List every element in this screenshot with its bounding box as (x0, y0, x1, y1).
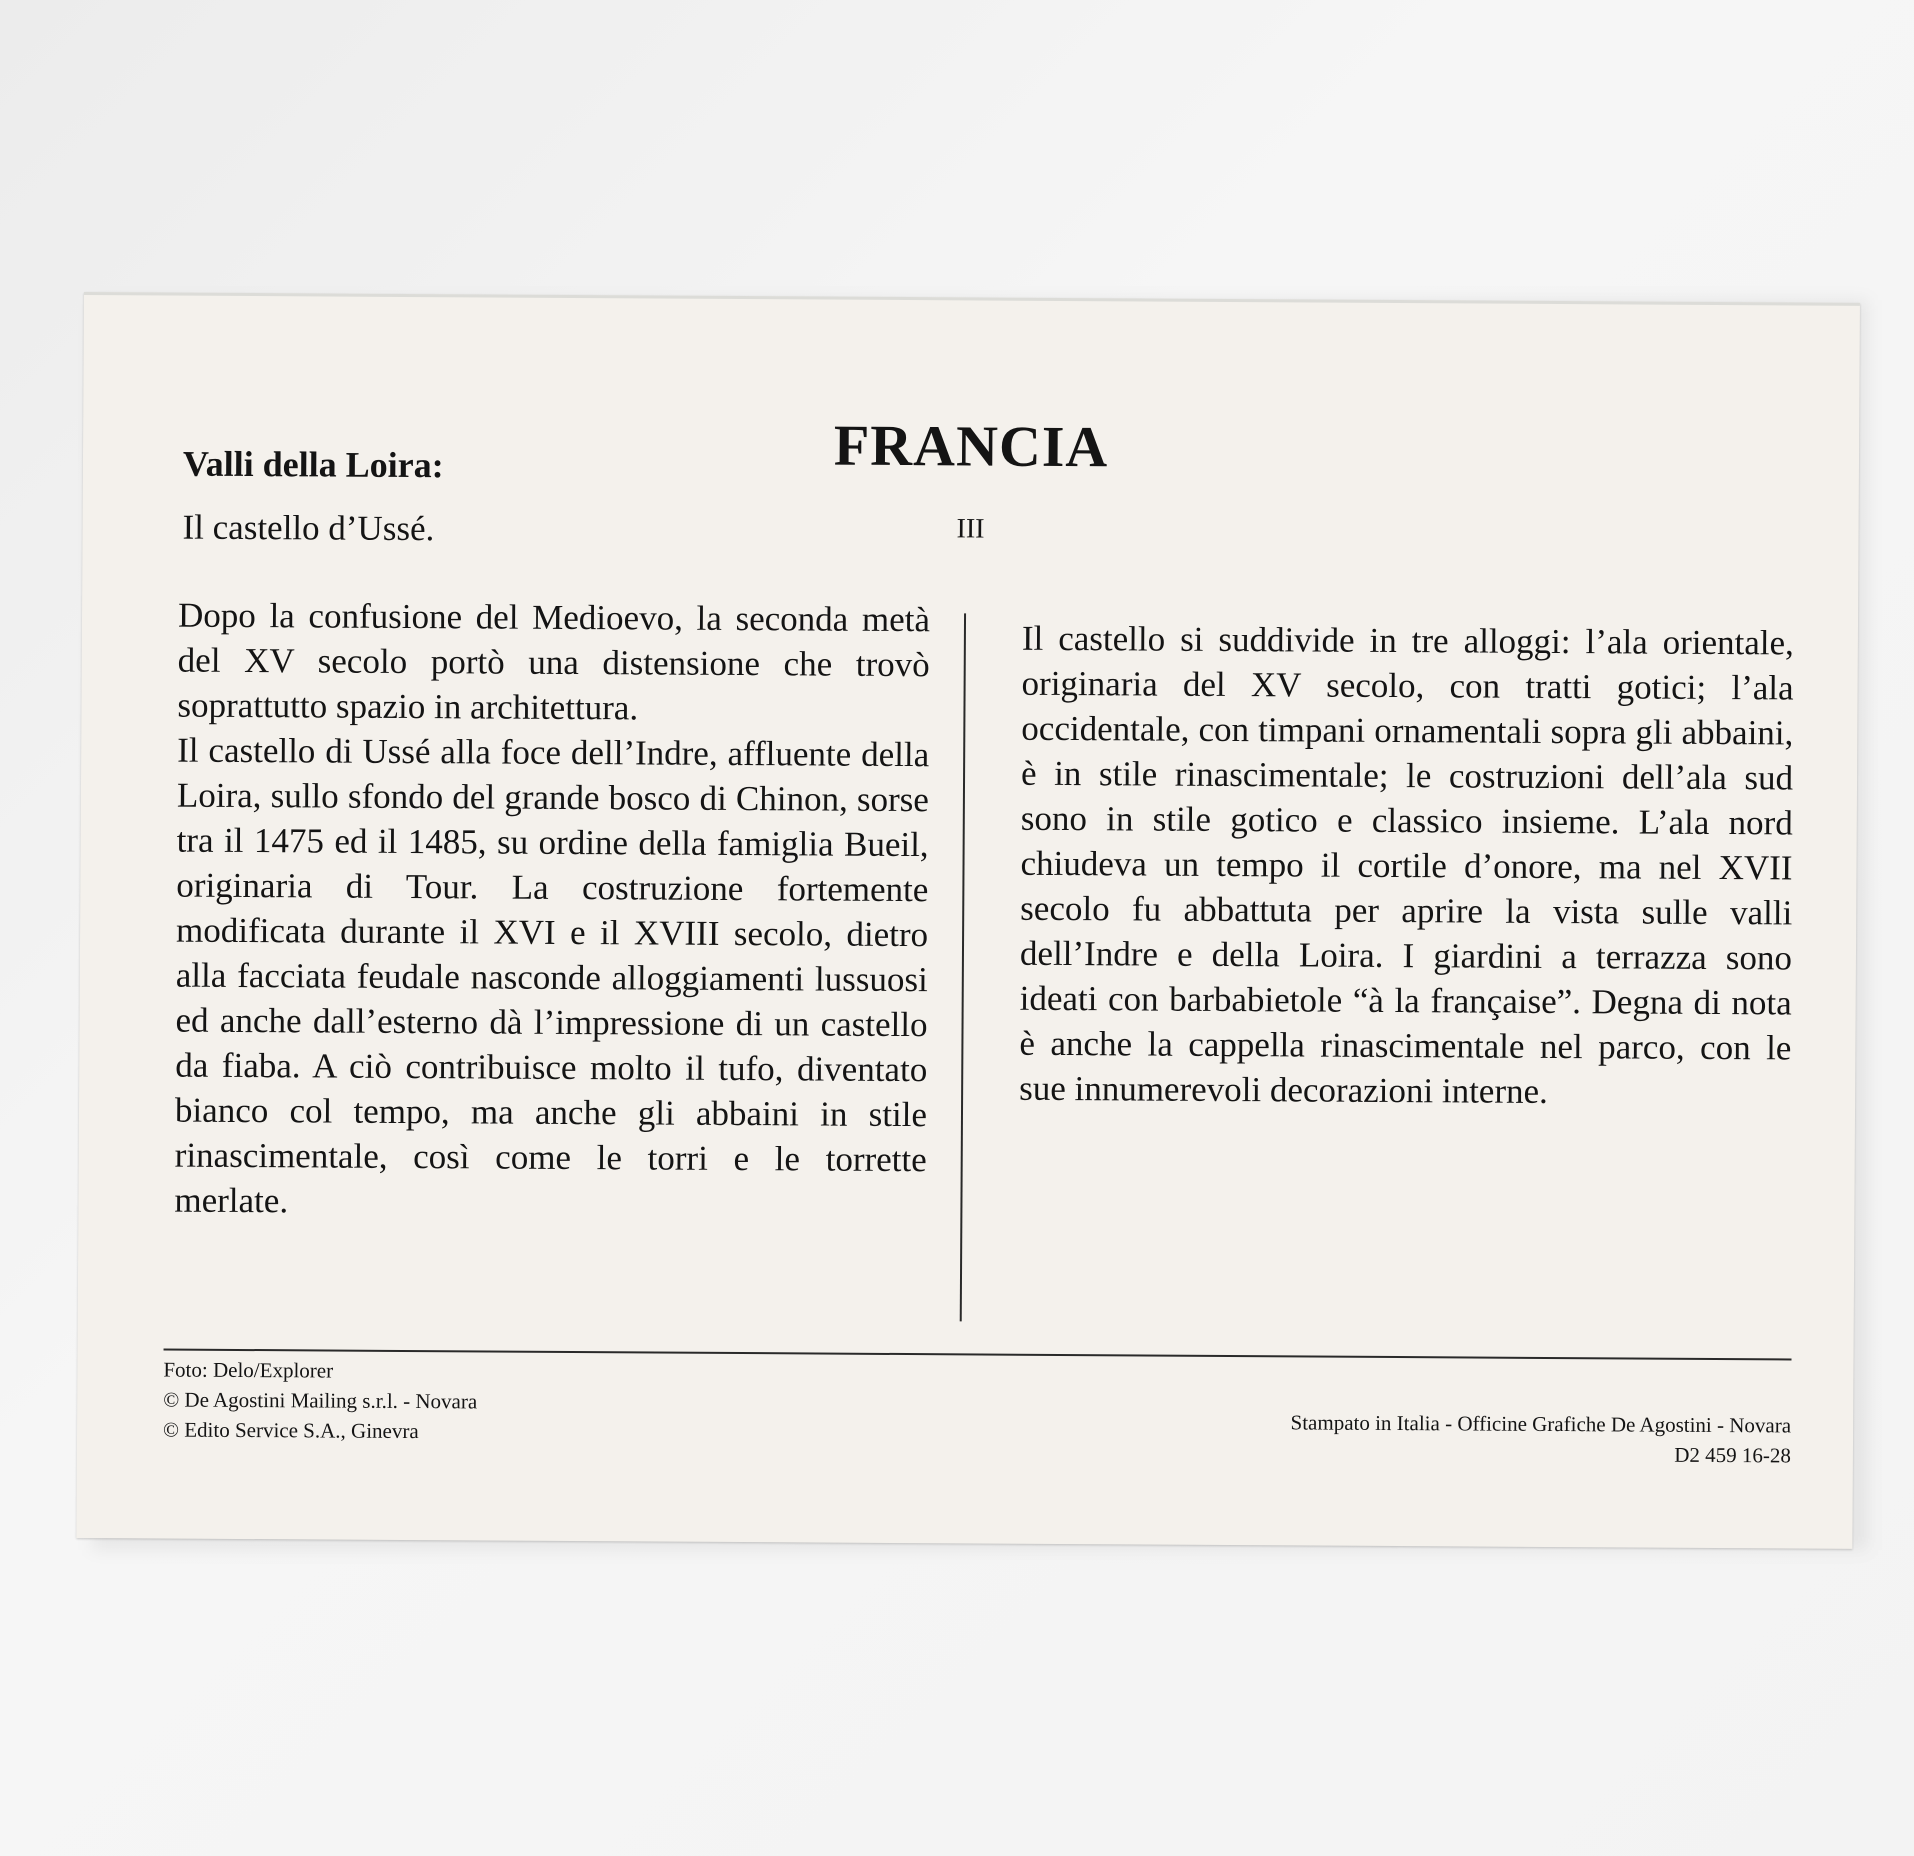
column-divider (960, 613, 966, 1321)
right-column (1019, 616, 1794, 1116)
left-column (174, 593, 930, 1228)
subject-heading: Il castello d’Ussé. (182, 507, 435, 549)
credits-block (163, 1355, 478, 1447)
printer-block (1290, 1407, 1791, 1470)
series-number: III (956, 513, 985, 545)
page-title: FRANCIA (833, 412, 1109, 480)
region-heading: Valli della Loira: (182, 443, 444, 486)
right-paragraph-1: Il castello si suddivide in tre alloggi: l’ala orientale, originaria del XV secolo, con tratti gotici; l’ala occidentale, con timpani ornamentali sopra gli abbaini, è in stile rinascimentale; le costruzioni dell’ala sud sono in stile gotico e classico insieme. L’ala nord chiudeva un tempo il cortile d’onore, ma nel XVII secolo fu abbattuta per aprire la vista sulle valli dell’Indre e della Loira. I giardini a terrazza sono ideati con barbabietole “à la française”. Degna di nota è anche la cappella rinascimentale nel parco, con le sue innumerevoli decorazioni interne. (1019, 618, 1795, 1111)
copyright-line-2: © Edito Service S.A., Ginevra (162, 1417, 419, 1444)
postcard-back (76, 292, 1860, 1549)
left-paragraph-1: Dopo la confusione del Medioevo, la seconda metà del XV secolo portò una distensione che trovò soprattutto spazio in architettura. (177, 595, 931, 728)
copyright-line-1: © De Agostini Mailing s.r.l. - Novara (163, 1387, 478, 1414)
photo-credit: Foto: Delo/Explorer (163, 1357, 334, 1383)
printer-line: Stampato in Italia - Officine Grafiche De Agostini - Novara (1290, 1410, 1792, 1438)
product-code: D2 459 16-28 (1674, 1442, 1791, 1468)
left-paragraph-2: Il castello di Ussé alla foce dell’Indre, affluente della Loira, sullo sfondo del grande bosco di Chinon, sorse tra il 1475 ed il 1485, su ordine della famiglia Bueil, originaria di Tour. La costruzione fortemente modificata durante il XVI e il XVIII secolo, dietro alla facciata feudale nasconde alloggiamenti lussuosi ed anche dall’esterno dà l’impressione di un castello da fiaba. A ciò contribuisce molto il tufo, diventato bianco col tempo, ma anche gli abbaini in stile rinascimentale, così come le torri e le torrette merlate. (174, 730, 930, 1221)
